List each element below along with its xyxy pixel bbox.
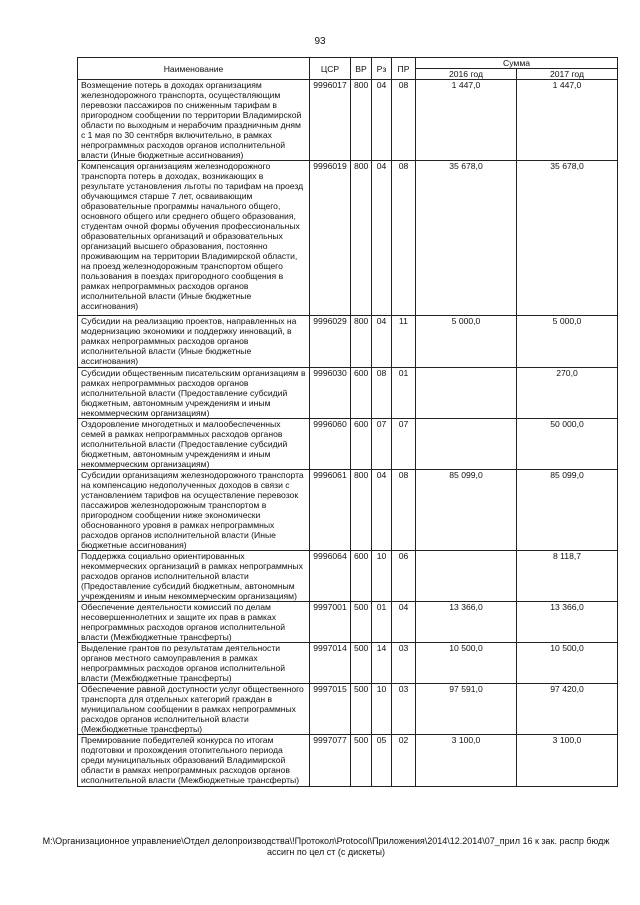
cell-y2017: 50 000,0: [517, 419, 618, 470]
cell-pr: 08: [392, 80, 416, 161]
cell-rz: 05: [372, 735, 392, 787]
header-2017: 2017 год: [517, 69, 618, 80]
cell-csr: 9996064: [310, 551, 351, 602]
cell-y2017: 270,0: [517, 368, 618, 419]
cell-y2017: 3 100,0: [517, 735, 618, 787]
cell-name: Премирование победителей конкурса по итогам подготовки и прохождения отопительного периода среди муниципальных образований Владимирской области в рамках непрограммных расходов органов исполнительной власти (Межбюджетные трансферты): [78, 735, 310, 787]
cell-y2016: [416, 551, 517, 602]
cell-y2017: 1 447,0: [517, 80, 618, 161]
cell-y2016: [416, 368, 517, 419]
cell-rz: 04: [372, 161, 392, 316]
cell-csr: 9996030: [310, 368, 351, 419]
cell-csr: 9996029: [310, 316, 351, 368]
cell-csr: 9996060: [310, 419, 351, 470]
cell-vr: 600: [351, 419, 372, 470]
table-row: [78, 735, 618, 787]
budget-table: [77, 57, 618, 787]
cell-vr: 800: [351, 80, 372, 161]
cell-y2016: 97 591,0: [416, 684, 517, 735]
table-row: [78, 551, 618, 602]
cell-y2017: 35 678,0: [517, 161, 618, 316]
cell-vr: 600: [351, 368, 372, 419]
table-row: [78, 643, 618, 684]
page-number: 93: [314, 36, 326, 47]
cell-pr: 07: [392, 419, 416, 470]
cell-vr: 800: [351, 161, 372, 316]
cell-vr: 500: [351, 684, 372, 735]
cell-y2017: 97 420,0: [517, 684, 618, 735]
cell-csr: 9997014: [310, 643, 351, 684]
cell-y2016: 13 366,0: [416, 602, 517, 643]
cell-name: Возмещение потерь в доходах организациям железнодорожного транспорта, осуществляющим перевозки пассажиров по сниженным тарифам в пригородном сообщении по территории Владимирской области по выходным и нерабочим праздничным дням с 1 мая по 30 сентября включительно, в рамках непрограммных расходов органов исполнительной власти (Иные бюджетные ассигнования): [78, 80, 310, 161]
cell-pr: 08: [392, 161, 416, 316]
table-row: [78, 161, 618, 316]
cell-name: Обеспечение деятельности комиссий по делам несовершеннолетних и защите их прав в рамках непрограммных расходов органов исполнительной власти (Межбюджетные трансферты): [78, 602, 310, 643]
cell-vr: 600: [351, 551, 372, 602]
cell-pr: 03: [392, 643, 416, 684]
cell-y2017: 8 118,7: [517, 551, 618, 602]
cell-y2016: 5 000,0: [416, 316, 517, 368]
table-row: [78, 602, 618, 643]
cell-name: Субсидии на реализацию проектов, направленных на модернизацию экономики и поддержку инноваций, в рамках непрограммных расходов органов исполнительной власти (Иные бюджетные ассигнования): [78, 316, 310, 368]
cell-name: Оздоровление многодетных и малообеспеченных семей в рамках непрограммных расходов органов исполнительной власти (Предоставление субсидий бюджетным, автономным учреждениям и иным некоммерческим организациям): [78, 419, 310, 470]
cell-pr: 06: [392, 551, 416, 602]
cell-csr: 9996061: [310, 470, 351, 551]
file-path-footer: M:\Организационное управление\Отдел делопроизводства\!Протокол\Protocol\Приложения\2014\12.2014\07_прил 16 к зак. распр бюдж ассигн по цел ст (с дискеты): [42, 836, 610, 857]
cell-rz: 14: [372, 643, 392, 684]
cell-y2016: 3 100,0: [416, 735, 517, 787]
header-name: Наименование: [78, 58, 310, 80]
table-row: [78, 316, 618, 368]
cell-y2016: 10 500,0: [416, 643, 517, 684]
cell-csr: 9996019: [310, 161, 351, 316]
cell-rz: 04: [372, 316, 392, 368]
cell-vr: 500: [351, 643, 372, 684]
table-row: [78, 470, 618, 551]
header-pr: ПР: [392, 58, 416, 80]
header-sum: Сумма: [416, 58, 618, 69]
cell-y2017: 85 099,0: [517, 470, 618, 551]
cell-y2016: 85 099,0: [416, 470, 517, 551]
cell-rz: 04: [372, 80, 392, 161]
cell-name: Субсидии общественным писательским организациям в рамках непрограммных расходов органов исполнительной власти (Предоставление субсидий бюджетным, автономным учреждениям и иным некоммерческим организациям): [78, 368, 310, 419]
header-2016: 2016 год: [416, 69, 517, 80]
table-row: [78, 684, 618, 735]
cell-csr: 9996017: [310, 80, 351, 161]
cell-rz: 01: [372, 602, 392, 643]
table-row: [78, 419, 618, 470]
cell-y2017: 13 366,0: [517, 602, 618, 643]
cell-vr: 500: [351, 602, 372, 643]
cell-rz: 10: [372, 684, 392, 735]
cell-y2016: 1 447,0: [416, 80, 517, 161]
cell-pr: 11: [392, 316, 416, 368]
cell-csr: 9997077: [310, 735, 351, 787]
cell-y2016: 35 678,0: [416, 161, 517, 316]
cell-pr: 04: [392, 602, 416, 643]
cell-y2016: [416, 419, 517, 470]
table-row: [78, 368, 618, 419]
table-row: [78, 80, 618, 161]
cell-name: Обеспечение равной доступности услуг общественного транспорта для отдельных категорий граждан в муниципальном сообщении в рамках непрограммных расходов органов исполнительной власти (Межбюджетные трансферты): [78, 684, 310, 735]
cell-y2017: 5 000,0: [517, 316, 618, 368]
cell-vr: 500: [351, 735, 372, 787]
cell-name: Субсидии организациям железнодорожного транспорта на компенсацию недополученных доходов в связи с установлением тарифов на осуществление перевозок пассажиров железнодорожным транспортом в пригородном сообщении ниже экономически обоснованного уровня в рамках непрограммных расходов органов исполнительной власти (Иные бюджетные ассигнования): [78, 470, 310, 551]
cell-y2017: 10 500,0: [517, 643, 618, 684]
cell-name: Поддержка социально ориентированных некоммерческих организаций в рамках непрограммных расходов органов исполнительной власти (Предоставление субсидий бюджетным, автономным учреждениям и иным некоммерческим организациям): [78, 551, 310, 602]
cell-rz: 08: [372, 368, 392, 419]
cell-csr: 9997001: [310, 602, 351, 643]
cell-name: Компенсация организациям железнодорожного транспорта потерь в доходах, возникающих в результате установления льготы по тарифам на проезд обучающимся старше 7 лет, осваивающим образовательные программы начального общего, основного общего или среднего общего образования, студентам очной формы обучения профессиональных образовательных организаций и образовательных организаций высшего образования, постоянно проживающим на территории Владимирской области, на проезд железнодорожным транспортом общего пользования в поездах пригородного сообщения в рамках непрограммных расходов органов исполнительной власти (Иные бюджетные ассигнования): [78, 161, 310, 316]
cell-vr: 800: [351, 470, 372, 551]
cell-pr: 02: [392, 735, 416, 787]
cell-rz: 10: [372, 551, 392, 602]
header-csr: ЦСР: [310, 58, 351, 80]
cell-csr: 9997015: [310, 684, 351, 735]
header-vr: ВР: [351, 58, 372, 80]
cell-pr: 03: [392, 684, 416, 735]
cell-pr: 08: [392, 470, 416, 551]
cell-pr: 01: [392, 368, 416, 419]
cell-rz: 04: [372, 470, 392, 551]
cell-name: Выделение грантов по результатам деятельности органов местного самоуправления в рамках непрограммных расходов органов исполнительной власти (Межбюджетные трансферты): [78, 643, 310, 684]
cell-vr: 800: [351, 316, 372, 368]
header-rz: Рз: [372, 58, 392, 80]
cell-rz: 07: [372, 419, 392, 470]
